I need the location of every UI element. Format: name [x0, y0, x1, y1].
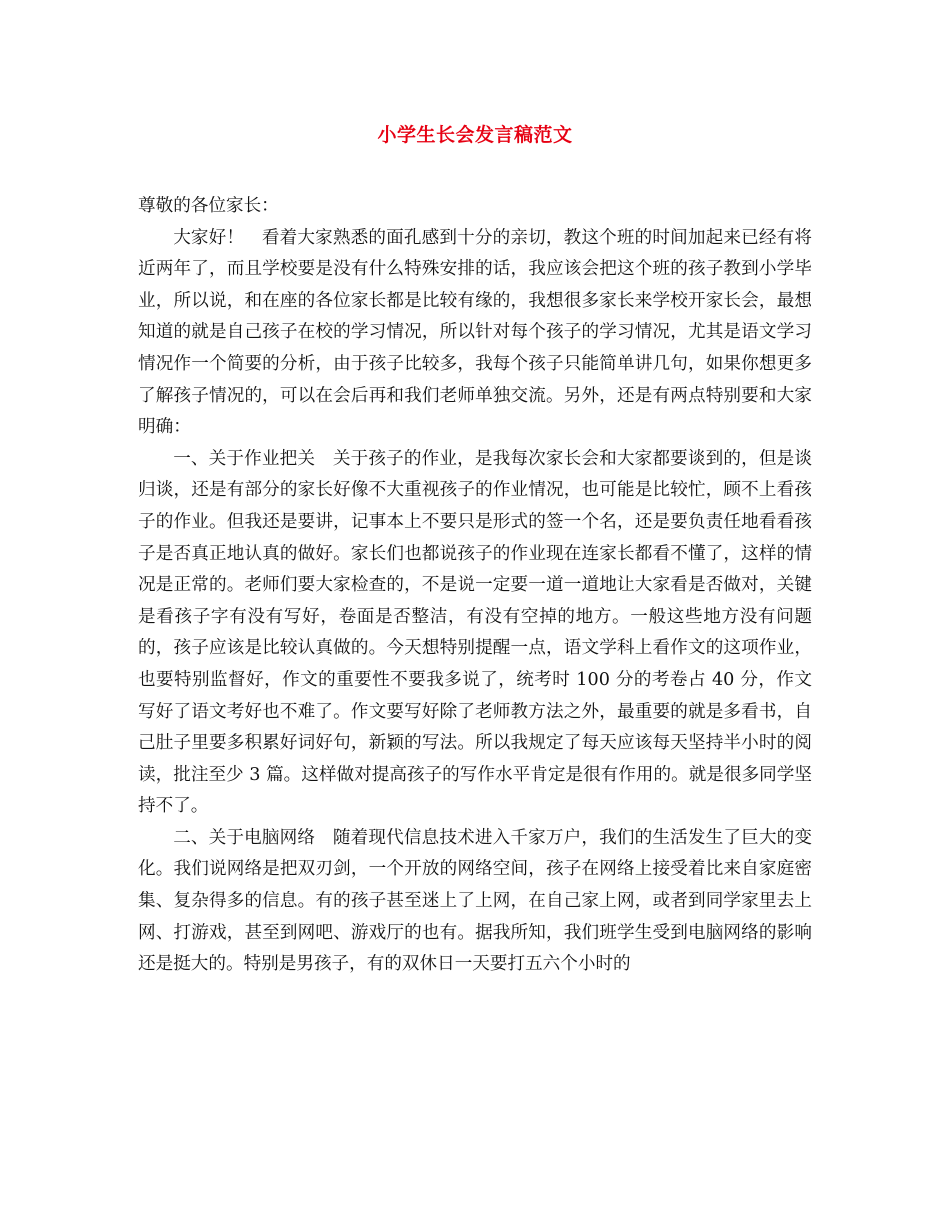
greeting-line: 尊敬的各位家长：: [138, 196, 279, 216]
document-body: [138, 191, 812, 981]
document-title: 小学生长会发言稿范文: [377, 124, 573, 146]
paragraph-internet: 二、关于电脑网络 随着现代信息技术进入千家万户，我们的生活发生了巨大的变化。我们说网络是把双刃剑，一个开放的网络空间，孩子在网络上接受着比来自家庭密集、复杂得多的信息。有的孩子甚至迷上了上网，在自己家上网，或者到同学家里去上网、打游戏，甚至到网吧、游戏厅的也有。据我所知，我们班学生受到电脑网络的影响还是挺大的。特别是男孩子，有的双休日一天要打五六个小时的: [138, 827, 812, 975]
paragraph-opening: 大家好！ 看着大家熟悉的面孔感到十分的亲切，教这个班的时间加起来已经有将近两年了，而且学校要是没有什么特殊安排的话，我应该会把这个班的孩子教到小学毕业，所以说，和在座的各位家长都是比较有缘的，我想很多家长来学校开家长会，最想知道的就是自己孩子在校的学习情况，所以针对每个孩子的学习情况，尤其是语文学习情况作一个简要的分析，由于孩子比较多，我每个孩子只能简单讲几句，如果你想更多了解孩子情况的，可以在会后再和我们老师单独交流。另外，还是有两点特别要和大家明确：: [138, 227, 812, 438]
paragraph-homework: 一、关于作业把关 关于孩子的作业，是我每次家长会和大家都要谈到的，但是谈归谈，还是有部分的家长好像不大重视孩子的作业情况，也可能是比较忙，顾不上看孩子的作业。但我还是要讲，记事本上不要只是形式的签一个名，还是要负责任地看看孩子是否真正地认真的做好。家长们也都说孩子的作业现在连家长都看不懂了，这样的情况是正常的。老师们要大家检查的，不是说一定要一道一道地让大家看是否做对，关键是看孩子字有没有写好，卷面是否整洁，有没有空掉的地方。一般这些地方没有问题的，孩子应该是比较认真做的。今天想特别提醒一点，语文学科上看作文的这项作业，也要特别监督好，作文的重要性不要我多说了，统考时 100 分的考卷占 40 分，作文写好了语文考好也不难了。作文要写好除了老师教方法之外，最重要的就是多看书，自己肚子里要多积累好词好句，新颖的写法。所以我规定了每天应该每天坚持半小时的阅读，批注至少 3 篇。这样做对提高孩子的写作水平肯定是很有作用的。就是很多同学坚持不了。: [138, 448, 812, 817]
